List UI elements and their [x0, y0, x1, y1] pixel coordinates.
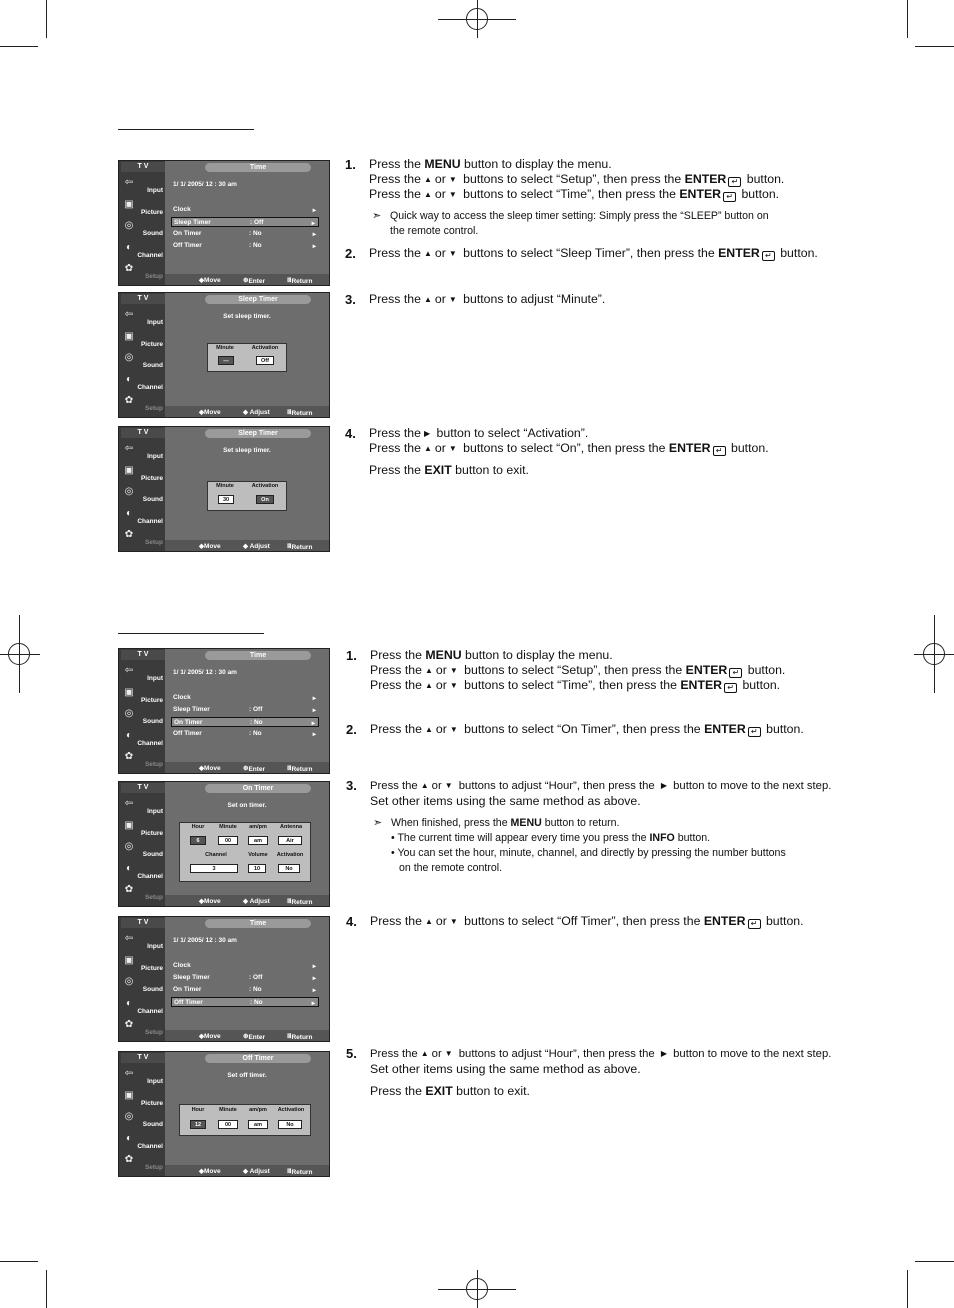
- setup-icon: ✿: [124, 1154, 134, 1165]
- side-item-label: Channel: [137, 739, 163, 747]
- side-item-label: Setup: [144, 1164, 163, 1171]
- sound-icon: ◎: [124, 976, 134, 987]
- step-number: 5.: [346, 1046, 357, 1061]
- minute-field[interactable]: 30: [218, 495, 234, 504]
- picture-icon: ▣: [124, 819, 134, 831]
- minute-header: Minute: [219, 824, 237, 830]
- screen-title: Off Timer: [205, 1054, 311, 1063]
- side-item-input[interactable]: [119, 307, 165, 328]
- screen-title: Sleep Timer: [205, 429, 311, 438]
- side-item-setup[interactable]: [119, 261, 165, 282]
- screen-title: Sleep Timer: [205, 295, 311, 304]
- sound-icon: ◎: [124, 841, 134, 852]
- screen-title: Time: [205, 651, 311, 660]
- minute-header: Minute: [216, 483, 234, 489]
- menu-row-on-timer[interactable]: On Timer : No ▸: [173, 230, 316, 238]
- side-item-sound[interactable]: [119, 974, 165, 995]
- setup-icon: ✿: [124, 751, 134, 762]
- side-item-label: Picture: [140, 340, 163, 348]
- side-item-label: Channel: [137, 517, 163, 525]
- side-item-label: Channel: [137, 1007, 163, 1015]
- activation-header: Activation: [251, 483, 279, 489]
- side-item-label: Sound: [142, 851, 163, 858]
- side-item-label: Input: [147, 319, 163, 326]
- side-item-label: Sound: [142, 986, 163, 993]
- note-arrow-icon: ➣: [373, 817, 383, 829]
- side-item-label: Channel: [137, 383, 163, 391]
- side-item-label: Setup: [144, 1029, 163, 1036]
- sound-icon: ◎: [124, 486, 134, 497]
- crop-mark: [438, 19, 516, 20]
- bottom-bar: ◆Move ⊕ Enter Ⅲ Return: [165, 762, 329, 773]
- setup-icon: ✿: [124, 529, 134, 540]
- step-number: 3.: [345, 292, 356, 307]
- setup-icon: ✿: [124, 395, 134, 406]
- crop-mark: [915, 46, 954, 47]
- side-item-label: Channel: [137, 1142, 163, 1150]
- channel-icon: ◐: [125, 507, 133, 519]
- side-item-picture[interactable]: [119, 685, 165, 706]
- side-item-label: Sound: [142, 718, 163, 725]
- side-item-picture[interactable]: [119, 818, 165, 839]
- side-item-label: Setup: [144, 539, 163, 546]
- step-number: 4.: [345, 426, 356, 441]
- crop-mark: [0, 46, 38, 47]
- tv-label: T V: [121, 294, 165, 304]
- activation-header: Activation: [277, 1107, 305, 1113]
- screen-title: Time: [205, 919, 311, 928]
- minute-field[interactable]: 00: [218, 1120, 238, 1129]
- side-item-setup[interactable]: [119, 527, 165, 548]
- side-item-label: Sound: [142, 362, 163, 369]
- minute-field[interactable]: 00: [218, 836, 238, 845]
- side-item-sound[interactable]: [119, 1109, 165, 1130]
- bottom-bar: ◆Move ⊕ Enter Ⅲ Return: [165, 274, 329, 285]
- enter-icon: ↵: [748, 919, 761, 929]
- section-rule: [118, 633, 264, 634]
- side-item-label: Picture: [140, 208, 163, 216]
- date-time: 1/ 1/ 2005/ 12 : 30 am: [173, 181, 237, 188]
- side-item-setup[interactable]: [119, 882, 165, 903]
- crop-mark: [438, 1289, 516, 1290]
- side-item-channel[interactable]: [119, 240, 165, 261]
- tv-label: T V: [121, 783, 165, 793]
- ampm-field[interactable]: am: [248, 836, 268, 845]
- picture-icon: ▣: [124, 330, 134, 342]
- step-number: 2.: [346, 722, 357, 737]
- channel-icon: ◐: [125, 997, 133, 1009]
- input-icon: ⇦: [124, 177, 134, 188]
- side-item-label: Channel: [137, 872, 163, 880]
- side-item-channel[interactable]: [119, 996, 165, 1017]
- side-item-channel[interactable]: [119, 1131, 165, 1152]
- hour-field[interactable]: 12: [190, 1120, 206, 1129]
- side-item-label: Sound: [142, 1121, 163, 1128]
- side-item-input[interactable]: [119, 175, 165, 196]
- setup-icon: ✿: [124, 263, 134, 274]
- setup-icon: ✿: [124, 1019, 134, 1030]
- enter-icon: ↵: [762, 251, 775, 261]
- side-item-label: Picture: [140, 1099, 163, 1107]
- antenna-header: Antenna: [280, 824, 302, 830]
- tv-screen-sleep-timer-on: [118, 426, 330, 552]
- side-item-label: Sound: [142, 496, 163, 503]
- side-item-setup[interactable]: [119, 749, 165, 770]
- step-number: 1.: [346, 648, 357, 663]
- sound-icon: ◎: [124, 352, 134, 363]
- menu-row-off-timer[interactable]: Off Timer : No ▸: [173, 730, 316, 738]
- menu-row-on-timer[interactable]: On Timer : No ▸: [173, 986, 316, 994]
- side-item-sound[interactable]: [119, 484, 165, 505]
- screen-title: Time: [205, 163, 311, 172]
- hour-header: Hour: [191, 824, 205, 830]
- menu-row-sleep-timer[interactable]: Sleep Timer : Off ▸: [171, 217, 319, 227]
- picture-icon: ▣: [124, 198, 134, 210]
- minute-header: Minute: [216, 345, 234, 351]
- bottom-bar: ◆Move ⊕ Enter Ⅲ Return: [165, 1030, 329, 1041]
- menu-row-on-timer[interactable]: On Timer : No ▸: [171, 717, 319, 727]
- menu-row-clock[interactable]: Clock ▸: [173, 962, 316, 970]
- menu-row-off-timer[interactable]: Off Timer : No ▸: [173, 242, 316, 250]
- crop-mark: [46, 0, 47, 38]
- ampm-header: am/pm: [249, 824, 267, 830]
- ampm-header: am/pm: [249, 1107, 267, 1113]
- screen-subtitle: Set on timer.: [227, 802, 267, 809]
- channel-icon: ◐: [125, 729, 133, 741]
- hour-field[interactable]: 6: [190, 836, 206, 845]
- crop-mark: [907, 1270, 908, 1308]
- side-item-picture[interactable]: [119, 197, 165, 218]
- tv-screen-time-menu-off: [118, 916, 330, 1042]
- activation-header: Activation: [251, 345, 279, 351]
- side-item-input[interactable]: [119, 663, 165, 684]
- screen-title: On Timer: [205, 784, 311, 793]
- menu-row-clock[interactable]: Clock ▸: [173, 206, 316, 214]
- channel-header: Channel: [205, 852, 227, 858]
- sound-icon: ◎: [124, 1111, 134, 1122]
- side-item-label: Picture: [140, 696, 163, 704]
- volume-field[interactable]: 10: [248, 864, 266, 873]
- tv-label: T V: [121, 918, 165, 928]
- side-item-label: Input: [147, 187, 163, 194]
- input-icon: ⇦: [124, 933, 134, 944]
- enter-icon: ↵: [729, 668, 742, 678]
- tv-screen-on-timer: [118, 781, 330, 907]
- off-timer-panel: [179, 1104, 311, 1136]
- side-item-label: Setup: [144, 761, 163, 768]
- minute-header: Minute: [219, 1107, 237, 1113]
- crop-mark: [915, 1261, 954, 1262]
- side-item-label: Input: [147, 675, 163, 682]
- picture-icon: ▣: [124, 464, 134, 476]
- side-item-label: Picture: [140, 964, 163, 972]
- volume-header: Volume: [248, 852, 268, 858]
- activation-field[interactable]: No: [278, 864, 300, 873]
- side-item-picture[interactable]: [119, 953, 165, 974]
- hour-header: Hour: [191, 1107, 205, 1113]
- picture-icon: ▣: [124, 1089, 134, 1101]
- side-item-label: Picture: [140, 474, 163, 482]
- menu-row-sleep-timer[interactable]: Sleep Timer : Off ▸: [173, 706, 316, 714]
- side-item-picture[interactable]: [119, 463, 165, 484]
- channel-icon: ◐: [125, 862, 133, 874]
- on-timer-panel: [179, 822, 311, 882]
- picture-icon: ▣: [124, 686, 134, 698]
- side-item-sound[interactable]: [119, 350, 165, 371]
- enter-icon: ↵: [724, 683, 737, 693]
- screen-subtitle: Set off timer.: [227, 1072, 267, 1079]
- tv-label: T V: [121, 162, 165, 172]
- side-item-label: Input: [147, 943, 163, 950]
- tv-label: T V: [121, 428, 165, 438]
- timer-panel: [207, 481, 287, 511]
- side-item-label: Setup: [144, 405, 163, 412]
- timer-panel: [207, 343, 287, 372]
- channel-icon: ◐: [125, 373, 133, 385]
- ampm-field[interactable]: am: [248, 1120, 268, 1129]
- side-item-channel[interactable]: [119, 506, 165, 527]
- side-item-picture[interactable]: [119, 329, 165, 350]
- enter-icon: ↵: [713, 446, 726, 456]
- sound-icon: ◎: [124, 220, 134, 231]
- note-arrow-icon: ➣: [372, 210, 382, 222]
- side-item-label: Input: [147, 453, 163, 460]
- tv-screen-sleep-timer: [118, 292, 330, 418]
- antenna-field[interactable]: Air: [278, 836, 302, 845]
- activation-header: Activation: [276, 852, 304, 858]
- step-number: 1.: [345, 157, 356, 172]
- section-rule: [118, 129, 254, 130]
- picture-icon: ▣: [124, 954, 134, 966]
- activation-field[interactable]: No: [278, 1120, 302, 1129]
- side-item-setup[interactable]: [119, 393, 165, 414]
- side-item-label: Setup: [144, 273, 163, 280]
- crop-mark: [0, 654, 40, 655]
- step-number: 3.: [346, 778, 357, 793]
- crop-mark: [934, 615, 935, 693]
- date-time: 1/ 1/ 2005/ 12 : 30 am: [173, 937, 237, 944]
- side-item-sound[interactable]: [119, 706, 165, 727]
- channel-icon: ◐: [125, 241, 133, 253]
- bottom-bar: ◆Move ◆ Adjust Ⅲ Return: [165, 895, 329, 906]
- side-item-channel[interactable]: [119, 372, 165, 393]
- channel-icon: ◐: [125, 1132, 133, 1144]
- enter-icon: ↵: [723, 192, 736, 202]
- input-icon: ⇦: [124, 1068, 134, 1079]
- screen-subtitle: Set sleep timer.: [223, 313, 271, 320]
- enter-icon: ↵: [728, 177, 741, 187]
- activation-field[interactable]: On: [256, 495, 274, 504]
- sound-icon: ◎: [124, 708, 134, 719]
- crop-mark: [19, 615, 20, 693]
- menu-row-clock[interactable]: Clock ▸: [173, 694, 316, 702]
- setup-icon: ✿: [124, 884, 134, 895]
- side-item-input[interactable]: [119, 1066, 165, 1087]
- screen-subtitle: Set sleep timer.: [223, 447, 271, 454]
- enter-icon: ↵: [748, 727, 761, 737]
- date-time: 1/ 1/ 2005/ 12 : 30 am: [173, 669, 237, 676]
- step-number: 4.: [346, 914, 357, 929]
- input-icon: ⇦: [124, 665, 134, 676]
- crop-mark: [0, 1261, 38, 1262]
- menu-row-off-timer[interactable]: Off Timer : No ▸: [171, 997, 319, 1007]
- minute-field[interactable]: ---: [218, 356, 234, 365]
- tv-screen-time-menu-on: [118, 648, 330, 774]
- side-item-channel[interactable]: [119, 728, 165, 749]
- crop-mark: [907, 0, 908, 38]
- tv-label: T V: [121, 1053, 165, 1063]
- input-icon: ⇦: [124, 443, 134, 454]
- activation-field[interactable]: Off: [256, 356, 274, 365]
- side-item-label: Channel: [137, 251, 163, 259]
- side-item-label: Input: [147, 1078, 163, 1085]
- tv-screen-time-menu: [118, 160, 330, 286]
- tv-label: T V: [121, 650, 165, 660]
- tv-screen-off-timer: [118, 1051, 330, 1177]
- step-number: 2.: [345, 246, 356, 261]
- bottom-bar: ◆Move ◆ Adjust Ⅲ Return: [165, 406, 329, 417]
- side-item-input[interactable]: [119, 796, 165, 817]
- side-item-input[interactable]: [119, 931, 165, 952]
- side-item-label: Picture: [140, 829, 163, 837]
- input-icon: ⇦: [124, 798, 134, 809]
- side-item-sound[interactable]: [119, 218, 165, 239]
- crop-mark: [46, 1270, 47, 1308]
- side-item-sound[interactable]: [119, 839, 165, 860]
- input-icon: ⇦: [124, 309, 134, 320]
- side-item-channel[interactable]: [119, 861, 165, 882]
- side-item-label: Input: [147, 808, 163, 815]
- side-item-setup[interactable]: [119, 1152, 165, 1173]
- side-item-label: Setup: [144, 894, 163, 901]
- side-item-setup[interactable]: [119, 1017, 165, 1038]
- channel-field[interactable]: 3: [190, 864, 238, 873]
- bottom-bar: ◆Move ◆ Adjust Ⅲ Return: [165, 1165, 329, 1176]
- side-item-label: Sound: [142, 230, 163, 237]
- side-item-input[interactable]: [119, 441, 165, 462]
- side-item-picture[interactable]: [119, 1088, 165, 1109]
- menu-row-sleep-timer[interactable]: Sleep Timer : Off ▸: [173, 974, 316, 982]
- bottom-bar: ◆Move ◆ Adjust Ⅲ Return: [165, 540, 329, 551]
